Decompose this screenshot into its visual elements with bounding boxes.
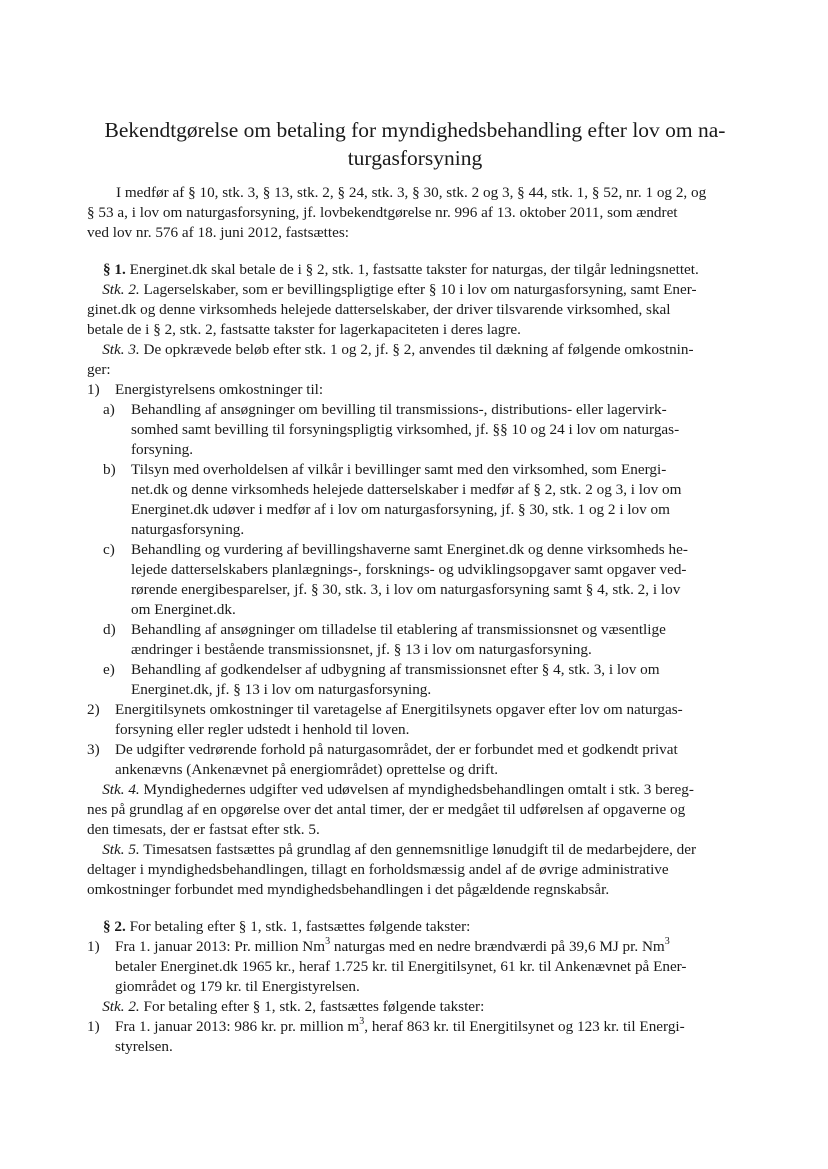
section-1-stk4-line: den timesats, der er fastsat efter stk. 5. — [87, 821, 320, 838]
list-item-3: 3) De udgifter vedrørende forhold på naturgasområdet, der er forbundet med et godkendt privat — [87, 741, 678, 758]
list-item-2: 2) Energitilsynets omkostninger til varetagelse af Energitilsynets opgaver efter lov om naturgas- — [87, 701, 683, 718]
stk-2-label: Stk. 2. — [102, 281, 140, 298]
stk-4-label: Stk. 4. — [102, 781, 140, 798]
section-1-stk2-line: Stk. 2. Lagerselskaber, som er bevillingspligtige efter § 10 i lov om naturgasforsyning, samt Ener- — [102, 281, 697, 298]
sub-item-line: Energinet.dk, jf. § 13 i lov om naturgasforsyning. — [131, 681, 432, 698]
section-1-intro — [103, 260, 699, 280]
section-1-stk4-line: nes på grundlag af en opgørelse over det antal timer, der er medgået til udførelsen af opgaverne og — [87, 801, 686, 818]
sub-item-d: d) Behandling af ansøgninger om tilladelse til etablering af transmissionsnet og væsentlige — [103, 621, 666, 638]
section-1-stk5-line: deltager i myndighedsbehandlingen, tillagt en forholdsmæssig andel af de øvrige administrative — [87, 861, 669, 878]
sub-item-line: somhed samt bevilling til forsyningspligtig virksomhed, jf. §§ 10 og 24 i lov om naturgas- — [131, 421, 680, 438]
list-number: 1) — [87, 381, 100, 398]
list-item-1: 1) Energistyrelsens omkostninger til: — [87, 381, 324, 398]
section-1-stk5-line: omkostninger forbundet med myndighedsbehandlingen i det pågældende regnskabsår. — [87, 881, 610, 898]
sub-item-a: a) Behandling af ansøgninger om bevilling til transmissions-, distributions- eller lagervirk- — [103, 401, 667, 418]
section-1-stk2-line: ginet.dk og denne virksomheds helejede datterselskaber, der driver tilsvarende virksomhed, skal — [87, 301, 671, 318]
preamble-line: § 53 a, i lov om naturgasforsyning, jf. lovbekendtgørelse nr. 996 af 13. oktober 2011, som ændret — [87, 204, 678, 221]
sub-item-b: b) Tilsyn med overholdelsen af vilkår i bevillinger samt med den virksomhed, som Energi- — [103, 461, 667, 478]
sub-item-line: rørende energibesparelser, jf. § 30, stk. 3, i lov om naturgasforsyning samt § 4, stk. 2, i lov — [131, 581, 681, 598]
stk-3-label: Stk. 3. — [102, 341, 140, 358]
sub-item-e: e) Behandling af godkendelser af udbygning af transmissionsnet efter § 4, stk. 3, i lov om — [103, 661, 660, 678]
section-2-item-2: 1) Fra 1. januar 2013: 986 kr. pr. million $m^3$, heraf 863 kr. til Energitilsynet og 123 kr. til Energi- — [87, 1016, 685, 1035]
list-item-line: forsyning eller regler udstedt i henhold til loven. — [115, 721, 410, 738]
section-2-text: For betaling efter § 1, stk. 1, fastsættes følgende takster: — [129, 918, 471, 935]
section-1-stk4-line: Stk. 4. Myndighedernes udgifter ved udøvelsen af myndighedsbehandlingen omtalt i stk. 3 bereg- — [102, 781, 694, 798]
section-2-item-line: giområdet og 179 kr. til Energistyrelsen. — [115, 978, 360, 995]
section-1-stk2-line: betale de i § 2, stk. 2, fastsatte takster for lagerkapaciteten i deres lagre. — [87, 321, 521, 338]
preamble-line: I medfør af § 10, stk. 3, § 13, stk. 2, § 24, stk. 3, § 30, stk. 2 og 3, § 44, stk. 1, § 52, nr. 1 og 2, og — [116, 184, 707, 201]
sub-item-line: lejede datterselskabers planlægnings-, forsknings- og udviklingsopgaver samt opgaver ved- — [131, 561, 687, 578]
section-2-stk2-line: Stk. 2. For betaling efter § 1, stk. 2, fastsættes følgende takster: — [102, 998, 485, 1015]
section-1-label: § 1. — [103, 261, 126, 278]
sub-item-line: Energinet.dk udøver i medfør af i lov om naturgasforsyning, jf. § 30, stk. 1 og 2 i lov om — [131, 501, 670, 518]
section-1-text: Energinet.dk skal betale de i § 2, stk. 1, fastsatte takster for naturgas, der tilgår ledningsnettet. — [129, 261, 699, 278]
section-1-stk3-line: Stk. 3. De opkrævede beløb efter stk. 1 og 2, jf. § 2, anvendes til dækning af følgende omkostnin- — [102, 341, 694, 358]
sub-item-line: forsyning. — [131, 441, 194, 458]
sub-item-line: net.dk og denne virksomheds helejede datterselskaber i medfør af § 2, stk. 2 og 3, i lov om — [131, 481, 682, 498]
section-1-stk5-line: Stk. 5. Timesatsen fastsættes på grundlag af den gennemsnitlige lønudgift til de medarbejdere, der — [102, 841, 697, 858]
section-1-stk3-line: ger: — [87, 361, 111, 378]
section-2-item-line: betaler Energinet.dk 1965 kr., heraf 1.725 kr. til Energitilsynet, 61 kr. til Ankenævnet på Ener- — [115, 958, 687, 975]
title-line-1: Bekendtgørelse om betaling for myndighedsbehandling efter lov om na- — [104, 118, 726, 142]
sub-item-c: c) Behandling og vurdering af bevillingshaverne samt Energinet.dk og denne virksomheds he- — [103, 541, 688, 558]
sub-item-line: ændringer i bestående transmissionsnet, jf. § 13 i lov om naturgasforsyning. — [131, 641, 592, 658]
sub-item-line: om Energinet.dk. — [131, 601, 236, 618]
section-2-item-line: styrelsen. — [115, 1038, 173, 1055]
title-line-2: turgasforsyning — [347, 146, 483, 170]
section-2-label: § 2. — [103, 918, 126, 935]
preamble-line: ved lov nr. 576 af 18. juni 2012, fastsættes: — [87, 224, 349, 241]
sub-item-line: naturgasforsyning. — [131, 521, 245, 538]
section-2-item-1: 1) Fra 1. januar 2013: Pr. million Nm$^3$ naturgas med en nedre brændværdi på 39,6 MJ pr. Nm$^3$ — [87, 936, 670, 955]
section-2-intro — [103, 917, 470, 937]
stk-5-label: Stk. 5. — [102, 841, 140, 858]
list-item-line: ankenævns (Ankenævnet på energiområdet) oprettelse og drift. — [115, 761, 499, 778]
document-title — [80, 116, 750, 172]
stk-2-label: Stk. 2. — [102, 998, 140, 1015]
